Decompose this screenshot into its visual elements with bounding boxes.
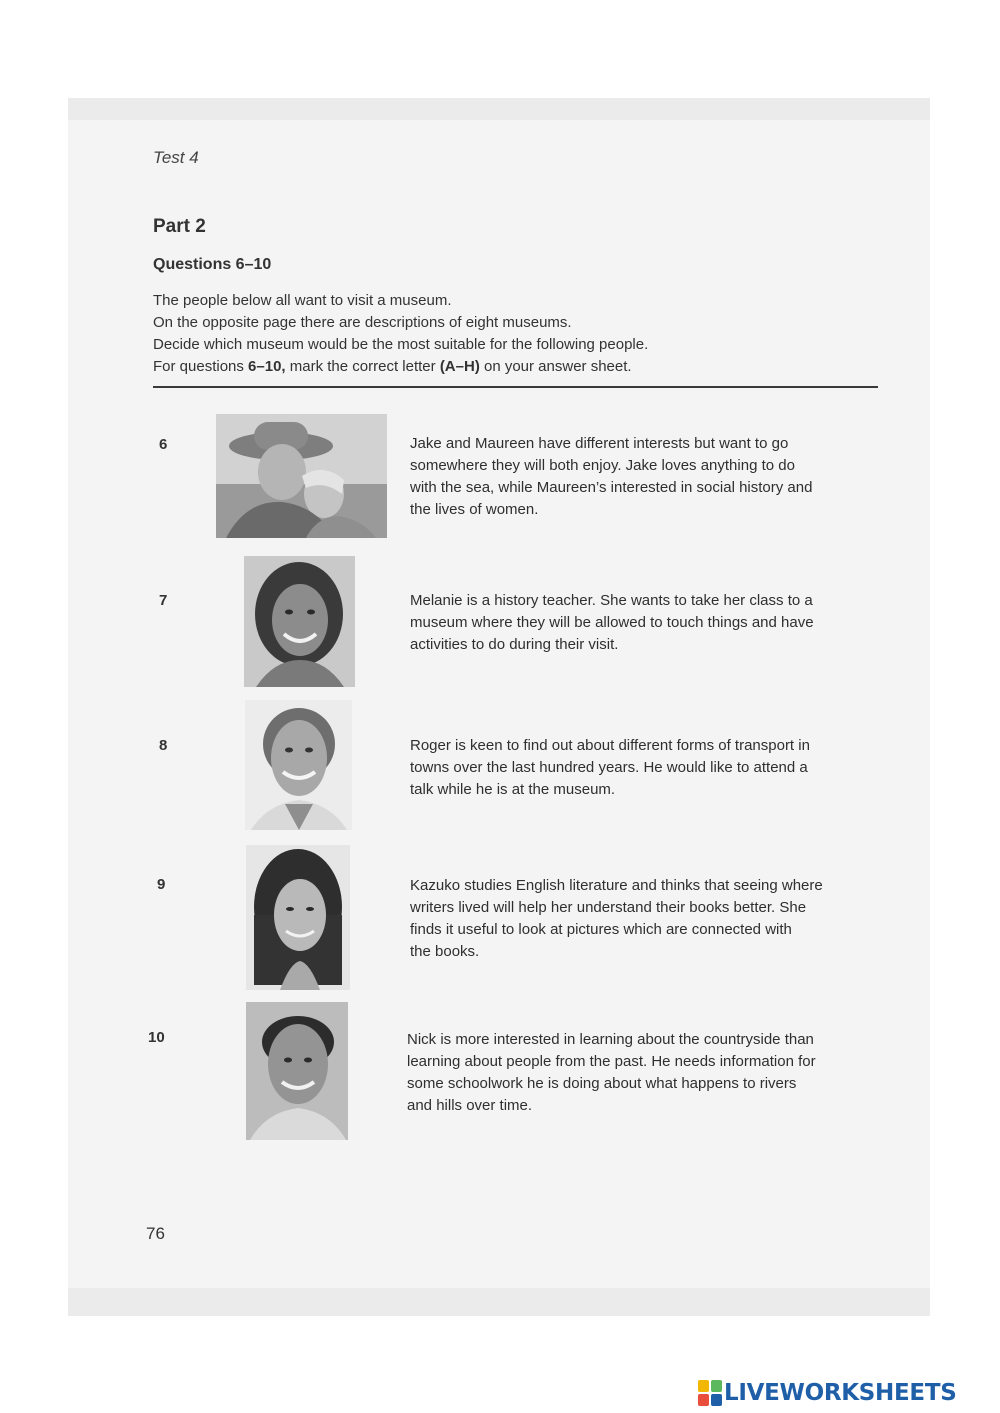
question-line: some schoolwork he is doing about what happens to rivers (407, 1075, 797, 1092)
man-portrait-photo (245, 700, 352, 830)
liveworksheets-icon (698, 1380, 722, 1406)
couple-photo (216, 414, 387, 538)
question-line: somewhere they will both enjoy. Jake loves anything to do (410, 457, 795, 474)
question-line: Jake and Maureen have different interests but want to go (410, 435, 789, 452)
scan-bottom-edge (68, 1288, 930, 1316)
question-line: activities to do during their visit. (410, 636, 619, 653)
question-text (410, 735, 880, 801)
question-number: 7 (159, 592, 168, 609)
instructions (153, 290, 873, 378)
divider-rule (153, 386, 878, 388)
question-text (407, 1029, 877, 1117)
instruction-line: Decide which museum would be the most suitable for the following people. (153, 336, 649, 353)
scan-top-edge (68, 98, 930, 120)
question-line: towns over the last hundred years. He would like to attend a (410, 759, 808, 776)
question-line: writers lived will help her understand their books better. She (410, 899, 807, 916)
woman-portrait-photo (244, 556, 355, 687)
question-line: museum where they will be allowed to touch things and have (410, 614, 814, 631)
questions-title: Questions 6–10 (153, 256, 272, 273)
question-line: Melanie is a history teacher. She wants to take her class to a (410, 592, 813, 609)
question-line: and hills over time. (407, 1097, 533, 1114)
question-text (410, 433, 880, 521)
question-number: 6 (159, 436, 168, 453)
question-text (410, 875, 880, 963)
question-line: the lives of women. (410, 501, 539, 518)
scanned-page (68, 98, 930, 1316)
teen-boy-portrait-photo (246, 1002, 348, 1140)
question-number: 8 (159, 737, 168, 754)
question-number: 9 (157, 876, 166, 893)
question-line: Nick is more interested in learning about the countryside than (407, 1031, 814, 1048)
question-line: the books. (410, 943, 480, 960)
instruction-line: The people below all want to visit a museum. (153, 292, 452, 309)
test-label: Test 4 (153, 148, 199, 167)
instruction-line-answer (153, 356, 873, 378)
question-line: Kazuko studies English literature and thinks that seeing where (410, 877, 823, 894)
question-number: 10 (148, 1029, 165, 1046)
liveworksheets-logo[interactable] (698, 1376, 956, 1410)
question-line: finds it useful to look at pictures which are connected with (410, 921, 792, 938)
young-woman-portrait-photo (246, 845, 350, 990)
instruction-line: On the opposite page there are descriptions of eight museums. (153, 314, 572, 331)
instruction-middle: mark the correct letter (285, 358, 440, 375)
question-line: Roger is keen to find out about different forms of transport in (410, 737, 810, 754)
instruction-letters: (A–H) (439, 358, 480, 375)
instruction-prefix: For questions (153, 358, 249, 375)
instruction-suffix: on your answer sheet. (479, 358, 632, 375)
page-number: 76 (146, 1224, 165, 1243)
question-line: learning about people from the past. He needs information for (407, 1053, 816, 1070)
watermark-text: LIVEWORKSHEETS (724, 1380, 957, 1406)
question-line: talk while he is at the museum. (410, 781, 616, 798)
question-line: with the sea, while Maureen’s interested in social history and (410, 479, 813, 496)
question-text (410, 590, 880, 656)
instruction-range: 6–10, (248, 358, 286, 375)
part-title: Part 2 (153, 216, 206, 237)
